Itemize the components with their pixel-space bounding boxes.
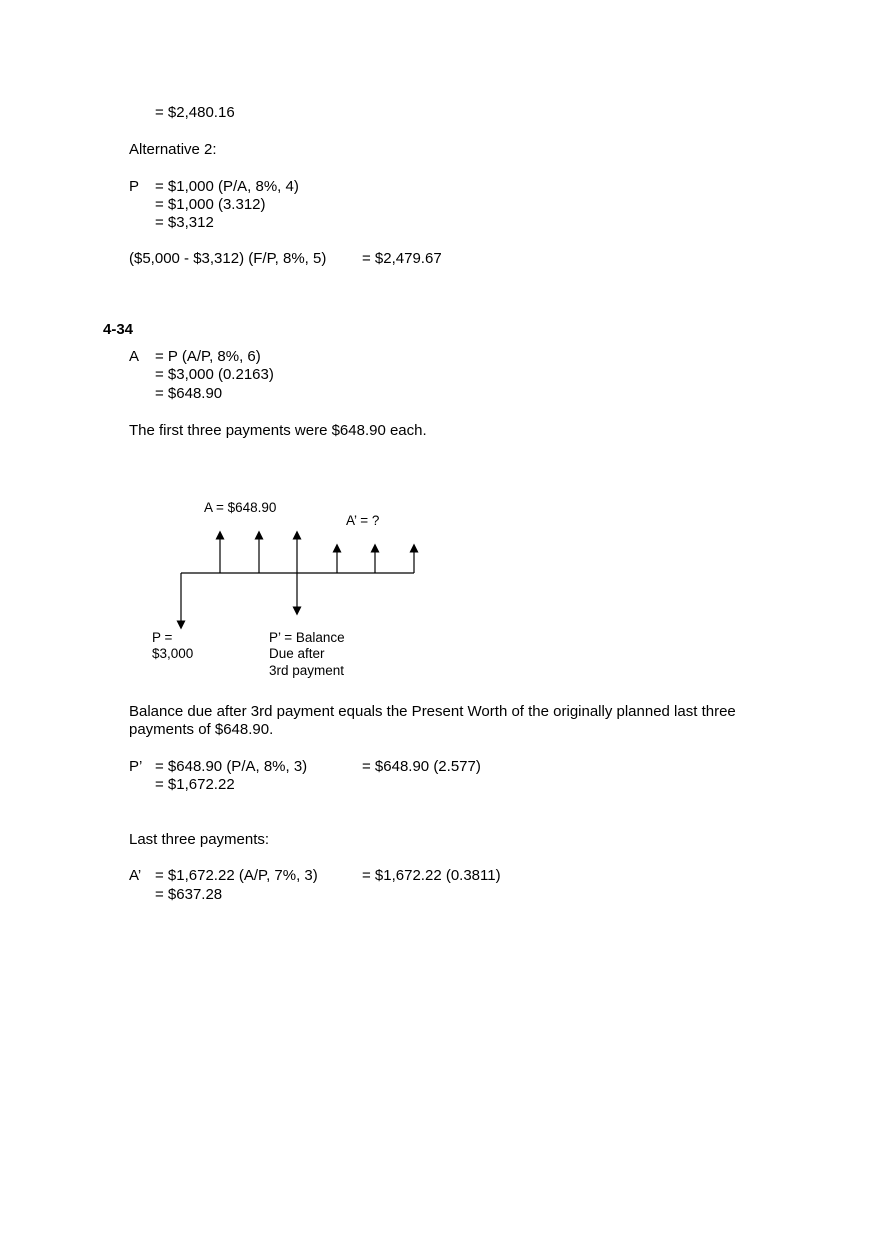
last-payments-heading: Last three payments: [129, 831, 270, 848]
diagram-label-p-prime-line-3: 3rd payment [269, 663, 345, 678]
p-prime-factor-value: = $648.90 (2.577) [362, 758, 481, 775]
alt2-line-2: = $1,000 (3.312) [155, 196, 266, 213]
diagram-label-p-line-1: P = [152, 630, 173, 645]
diagram-label-p-prime-line-1: P’ = Balance [269, 630, 345, 645]
diagram-label-p-prime-line-2: Due after [269, 646, 325, 661]
alt2-line-1: = $1,000 (P/A, 8%, 4) [155, 178, 299, 195]
a-prime-symbol: A’ [129, 867, 142, 884]
p-prime-expression: = $648.90 (P/A, 8%, 3) [155, 758, 308, 775]
a-prime-result: = $637.28 [155, 886, 223, 903]
p-prime-symbol: P’ [129, 758, 143, 775]
balance-sentence-line-1: Balance due after 3rd payment equals the Present Worth of the originally planned last three [129, 703, 736, 720]
diagram-label-p-line-2: $3,000 [152, 646, 194, 660]
alt2-future-value-result: = $2,479.67 [362, 250, 442, 267]
alt2-future-value-expression: ($5,000 - $3,312) (F/P, 8%, 5) [129, 250, 327, 267]
alt2-p-symbol: P [129, 178, 140, 195]
alt2-heading: Alternative 2: [129, 141, 217, 158]
a-prime-expression: = $1,672.22 (A/P, 7%, 3) [155, 867, 318, 884]
alt2-line-3: = $3,312 [155, 214, 214, 231]
problem-a-symbol: A [129, 348, 140, 365]
a-prime-factor-value: = $1,672.22 (0.3811) [362, 867, 501, 884]
payments-note: The first three payments were $648.90 each. [129, 422, 427, 439]
problem-a-line-3: = $648.90 [155, 385, 223, 402]
diagram-label-a-prime: A’ = ? [346, 513, 380, 528]
p-prime-result: = $1,672.22 [155, 776, 235, 793]
problem-a-line-2: = $3,000 (0.2163) [155, 366, 274, 383]
problem-a-line-1: = P (A/P, 8%, 6) [155, 348, 261, 365]
problem-number: 4-34 [103, 321, 134, 338]
alt1-result: = $2,480.16 [155, 104, 235, 121]
balance-sentence-line-2: payments of $648.90. [129, 721, 274, 738]
diagram-label-a: A = $648.90 [204, 500, 277, 515]
